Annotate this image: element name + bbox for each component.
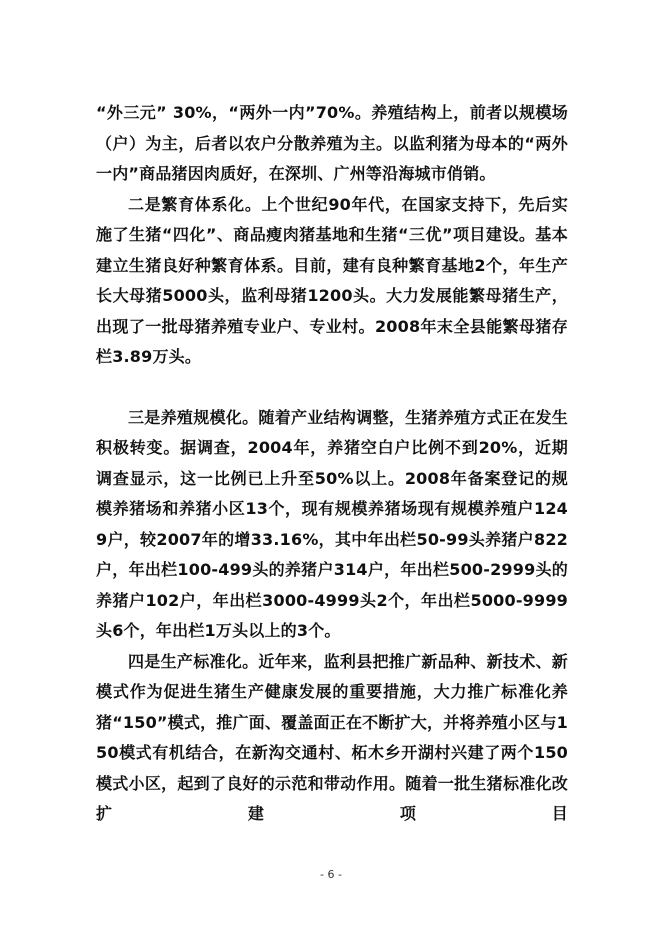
paragraph-gap	[96, 373, 568, 403]
paragraph-scale-farming: 三是养殖规模化。随着产业结构调整，生猪养殖方式正在发生积极转变。据调查，2004年，养猪空白户比例不到20%，近期调查显示，这一比例已上升至50%以上。2008年备案登记的规模养猪场和养猪小区13个，现有规模养猪场现有规模养殖户1249户，较2007年的增33.16%，其中年出栏50-99头养猪户822户，年出栏100-499头的养猪户314户，年出栏500-2999头的养猪户102户，年出栏3000-4999头2个，年出栏5000-9999头6个，年出栏1万头以上的3个。	[96, 407, 568, 640]
paragraph-standardization: 四是生产标准化。近年来，监利县把推广新品种、新技术、新模式作为促进生猪生产健康发展的重要措施，大力推广标准化养猪“150”模式，推广面、覆盖面正在不断扩大，并将养殖小区与150模式有机结合，在新沟交通村、柘木乡开湖村兴建了两个150模式小区，起到了良好的示范和带动作用。随着一批生猪标准化改扩建项目	[96, 651, 568, 823]
paragraph-breeding-system: 二是繁育体系化。上个世纪90年代，在国家支持下，先后实施了生猪“四化”、商品瘦肉猪基地和生猪“三优”项目建设。基本建立生猪良好种繁育体系。目前，建有良种繁育基地2个，年生产长大母猪5000头，监利母猪1200头。大力发展能繁母猪生产，出现了一批母猪养殖专业户、专业村。2008年末全县能繁母猪存栏3.89万头。	[96, 194, 568, 366]
page-number: - 6 -	[320, 868, 342, 881]
paragraph-breeding-structure: “外三元” 30%，“两外一内”70%。养殖结构上，前者以规模场（户）为主，后者以农户分散养殖为主。以监利猪为母本的“两外一内”商品猪因肉质好，在深圳、广州等沿海城市俏销。	[96, 103, 568, 183]
document-body	[96, 98, 568, 830]
